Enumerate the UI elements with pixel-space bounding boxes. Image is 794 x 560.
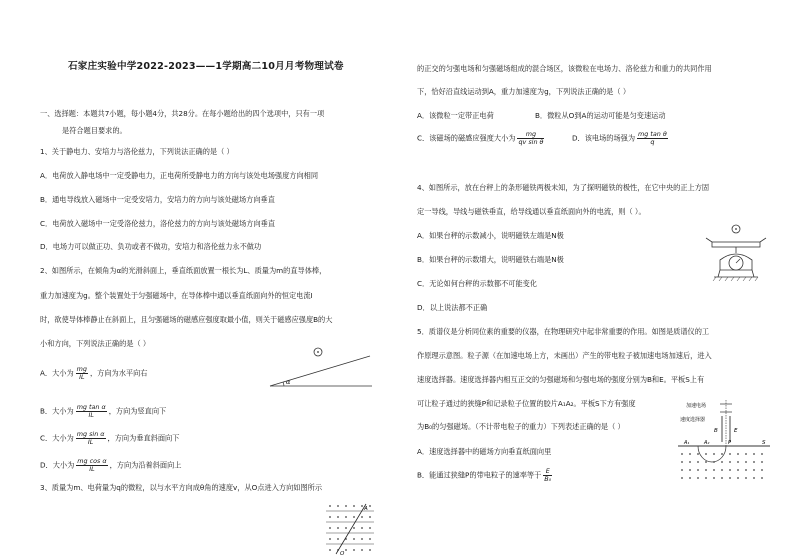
q2-line1: 2、如图所示，在倾角为α的光滑斜面上，垂直纸面放置一根长为L、质量为m的直导体棒， [40,266,327,275]
current-out-dot [317,351,319,353]
q2-d-prefix: D．大小为 [40,460,75,470]
angle-label: α [286,378,291,386]
q4-line2: 定一导线，导线与磁铁垂直，给导线通以垂直纸面向外的电流，则（ ）。 [417,207,646,216]
q3-option-b: B．微粒从O到A的运动可能是匀变速运动 [535,111,666,120]
q2-option-a [40,366,147,381]
q1-option-c: C．电荷放入磁场中一定受洛伦兹力，洛伦兹力的方向与该处磁场方向垂直 [40,219,276,228]
q2-b-numerator: mg tan α [76,403,106,411]
page-title: 石家庄实验中学2022-2023——1学期高二10月月考物理试卷 [68,61,344,72]
label-a1: A₁ [684,440,690,446]
q5-b-prefix: B．能通过狭缝P的带电粒子的速率等于 [417,470,542,480]
q2-line4: 小和方向，下列说法正确的是（ ） [40,339,151,348]
q3-c-prefix: C．该磁场的磁感应强度大小为 [417,133,516,143]
q2-a-numerator: mg [76,365,87,373]
label-b: B [714,428,718,434]
bar-magnet [712,242,760,247]
q3-option-d [572,131,670,146]
q3-d-prefix: D．该电场的场强为 [572,133,636,143]
ground-hatch [713,277,758,281]
q3-line1: 3、质量为m、电荷量为q的微粒，以与水平方向成θ角的速度v，从O点进入方向如图所示 [40,483,323,492]
point-o-label: O [340,551,345,556]
q2-line2: 重力加速度为g。整个装置处于匀强磁场中，在导体棒中通以垂直纸面向外的恒定电流I [40,291,313,300]
q4-option-a: A．如果台秤的示数减小，说明磁铁左端是N极 [417,231,564,240]
velocity-selector-label: 速度选择器 [680,417,706,423]
q5-option-a: A．速度选择器中的磁场方向垂直纸面向里 [417,447,552,456]
q3-cont-line2: 下，恰好沿直线运动到A，重力加速度为g，下列说法正确的是（ ） [417,87,631,96]
q3-d-numerator: mg tan θ [638,130,667,138]
q2-c-denominator: IL [87,438,94,446]
q3-c-numerator: mg [517,131,544,139]
field-lines [326,511,374,544]
accel-field-label: 加速电场 [686,403,707,409]
q2-option-b [40,404,166,419]
q2-d-denominator: IL [89,465,95,473]
q2-c-suffix: ，方向为垂直斜面向下 [107,433,180,443]
q5-line4: 可让粒子通过的狭缝P和记录粒子位置的胶片A₁A₂。平板S下方有强度 [417,399,636,408]
q1-option-d: D．电场力可以做正功、负功或者不做功，安培力和洛伦兹力永不做功 [40,242,262,251]
scale-magnet-figure [700,222,772,288]
point-a-label: A [364,506,368,512]
q2-a-fraction [76,366,88,381]
q2-b-suffix: ，方向为竖直向下 [108,406,167,416]
label-a2: A₂ [704,440,710,446]
q5-b-numerator: E [543,468,552,476]
q3-c-fraction [517,131,544,146]
q3-d-fraction [637,131,668,146]
q3-option-c [417,131,546,146]
q1-option-b: B．通电导线放入磁场中一定受安培力，安培力的方向与该处磁场方向垂直 [40,195,275,204]
q5-line3: 速度选择器。速度选择器内相互正交的匀强磁场和匀强电场的强度分别为B和E。平板S上有 [417,375,705,384]
mixed-field-figure [326,500,374,556]
label-e: E [734,428,738,434]
q2-b-fraction [76,404,107,419]
q2-b-denominator: IL [88,411,94,419]
q2-a-denominator: IL [79,373,85,381]
q5-line5: 为B₀的匀强磁场。（不计带电粒子的重力）下列表述正确的是（ ） [417,422,625,431]
wire-current-dot [735,228,737,230]
q2-d-numerator: mg cos α [77,457,107,465]
q2-c-numerator: mg sin α [76,430,105,438]
q2-c-prefix: C．大小为 [40,433,74,443]
label-s: S [762,440,766,446]
q1-option-a: A．电荷放入静电场中一定受静电力，正电荷所受静电力的方向与该处电场强度方向相同 [40,171,319,180]
q3-d-denominator: q [650,138,655,146]
section1-header-line2: 是符合题目要求的。 [62,126,127,135]
q2-option-d [40,458,182,473]
q3-option-a: A．该微粒一定带正电荷 [417,111,494,120]
q2-option-c [40,431,179,446]
q5-line1: 5．质谱仪是分析同位素的重要的仪器，在物理研究中起非常重要的作用。如图是质谱仪的工 [417,327,710,336]
mass-spectrometer-figure [676,398,772,484]
q2-d-suffix: ，方向为沿着斜面向上 [109,460,182,470]
q5-line2: 作原理示意图。粒子源（在加速电场上方，未画出）产生的带电粒子被加速电场加速后，进入 [417,351,712,360]
q4-option-c: C．无论如何台秤的示数都不可能变化 [417,279,538,288]
q2-c-fraction [76,431,106,446]
section1-header-line1: 一、选择题：本题共7小题，每小题4分，共28分。在每小题给出的四个选项中，只有一项 [40,109,325,118]
angle-arc [283,382,284,386]
trajectory [336,504,366,554]
q2-a-prefix: A．大小为 [40,368,74,378]
q5-b-fraction [543,468,552,483]
q5-b-denominator: B₀ [544,475,552,483]
q4-line1: 4、如图所示，放在台秤上的条形磁铁两极未知，为了探明磁铁的极性，在它中央的正上方固 [417,183,710,192]
incline-slope [270,356,370,386]
q5-option-b [417,468,554,483]
q4-option-b: B．如果台秤的示数增大，说明磁铁右端是N极 [417,255,564,264]
incline-figure [266,344,378,390]
q1-stem: 1、关于静电力、安培力与洛伦兹力，下列说法正确的是（ ） [40,147,234,156]
q2-d-fraction [76,458,107,473]
q2-line3: 时，欲使导体棒静止在斜面上，且匀强磁场的磁感应强度取最小值，则关于磁感应强度B的大 [40,315,333,324]
q2-b-prefix: B．大小为 [40,406,74,416]
q3-cont-line1: 的正交的匀强电场和匀强磁场组成的混合场区，该微粒在电场力、洛伦兹力和重力的共同作用 [417,64,712,73]
label-p: P [728,440,732,446]
q2-a-suffix: ，方向为水平向右 [89,368,148,378]
q4-option-d: D．以上说法都不正确 [417,303,488,312]
q3-c-denominator: qv sin θ [518,138,544,146]
